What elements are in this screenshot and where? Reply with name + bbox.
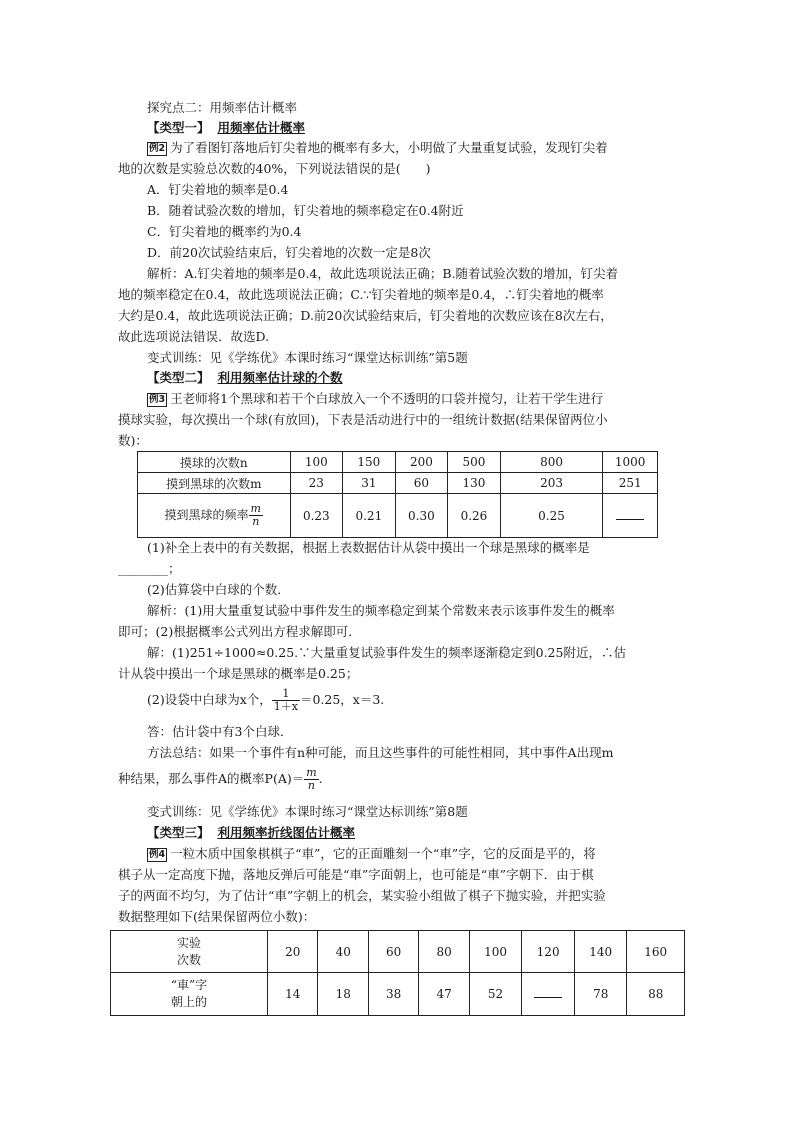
table-cell: 78 xyxy=(574,973,627,1016)
table-row-label xyxy=(111,931,268,973)
row2-label-a: “車”字 xyxy=(170,978,208,992)
ex3-solution-line1: 解：(1)251÷1000≈0.25.∵大量重复试验事件发生的频率逐渐稳定到0.25附近，∴估 xyxy=(147,645,626,660)
ex2-analysis-line2: 地的频率稳定在0.4，故此选项说法正确；C.∵钉尖着地的频率是0.4，∴钉尖着地的概率 xyxy=(118,287,604,302)
table-row-label xyxy=(111,973,268,1016)
row2-label-b: 朝上的 xyxy=(171,995,208,1009)
ex2-badge: 例2 xyxy=(149,143,166,154)
table-cell: 20 xyxy=(268,931,318,973)
ex3-solution-line2: 计从袋中摸出一个球是黑球的概率是0.25； xyxy=(118,666,359,681)
type2-tag: 【类型二】 xyxy=(147,370,210,385)
method-fraction xyxy=(304,767,318,792)
table-row-label xyxy=(138,494,291,538)
ex2-question-line1 xyxy=(147,138,608,158)
table-cell: 251 xyxy=(603,473,658,494)
method-frac-num: m xyxy=(306,766,317,779)
sol2-suffix: ＝0.25，x＝3. xyxy=(299,692,385,707)
ex4-data-table xyxy=(110,930,685,1016)
freq-frac-num: m xyxy=(250,502,261,515)
row1-label-b: 次数 xyxy=(177,952,202,967)
fill-blank xyxy=(616,509,644,520)
fill-blank xyxy=(534,987,562,998)
ex3-method-line2 xyxy=(118,765,323,793)
freq-frac-den: n xyxy=(252,515,260,528)
table-cell: 88 xyxy=(627,973,685,1016)
table-cell: 100 xyxy=(290,452,343,473)
type2-heading xyxy=(147,368,342,388)
ex2-option-c: C．钉尖着地的概率约为0.4 xyxy=(147,224,302,239)
ex4-badge: 例4 xyxy=(149,849,166,860)
ex3-q1-line2: ________； xyxy=(118,561,181,576)
ex4-question-line4: 数据整理如下(结果保留两位小数)： xyxy=(118,909,316,924)
ex4-question-line1 xyxy=(147,844,596,864)
table-row xyxy=(111,931,685,973)
table-cell-blank xyxy=(522,973,575,1016)
table-cell: 120 xyxy=(522,931,575,973)
table-cell: 203 xyxy=(500,473,603,494)
table-row-label: 摸到黑球的次数m xyxy=(138,473,291,494)
type1-heading xyxy=(147,118,305,138)
table-cell: 18 xyxy=(318,973,368,1016)
ex2-analysis-line3: 大约是0.4，故此选项说法正确；D.前20次试验结束后，钉尖着地的次数应该在8次左右， xyxy=(118,308,613,323)
ex2-training: 变式训练：见《学练优》本课时练习“课堂达标训练”第5题 xyxy=(147,350,468,365)
table-cell: 38 xyxy=(368,973,418,1016)
table-cell: 47 xyxy=(419,973,469,1016)
table-cell: 500 xyxy=(448,452,501,473)
sol2-frac-den: 1＋x xyxy=(273,700,298,713)
ex3-q1-line1: (1)补全上表中的有关数据，根据上表数据估计从袋中摸出一个球是黑球的概率是 xyxy=(147,540,590,555)
table-cell: 23 xyxy=(290,473,343,494)
table-cell: 14 xyxy=(268,973,318,1016)
ex2-analysis-line1: 解析：A.钉尖着地的频率是0.4，故此选项说法正确；B.随着试验次数的增加，钉尖着 xyxy=(147,266,619,281)
ex4-question-line3: 子的两面不均匀，为了估计“車”字朝上的机会，某实验小组做了棋子下抛实验，并把实验 xyxy=(118,888,606,903)
ex3-badge: 例3 xyxy=(149,394,166,405)
table-cell: 80 xyxy=(419,931,469,973)
table-cell: 800 xyxy=(500,452,603,473)
ex3-q2: (2)估算袋中白球的个数． xyxy=(147,582,290,597)
table-row xyxy=(138,452,658,473)
table-cell: 60 xyxy=(368,931,418,973)
ex2-option-d: D．前20次试验结束后，钉尖着地的次数一定是8次 xyxy=(147,245,431,260)
ex2-analysis-line4: 故此选项说法错误．故选D. xyxy=(118,329,270,344)
ex3-data-table xyxy=(137,451,658,538)
table-cell: 200 xyxy=(395,452,448,473)
ex2-question-text1: 为了看图钉落地后钉尖着地的概率有多大，小明做了大量重复试验，发现钉尖着 xyxy=(170,140,608,155)
ex3-training: 变式训练：见《学练优》本课时练习“课堂达标训练”第8题 xyxy=(147,804,468,819)
table-cell: 0.30 xyxy=(395,494,448,538)
table-row-label: 摸球的次数n xyxy=(138,452,291,473)
sol2-fraction xyxy=(272,688,300,713)
freq-fraction xyxy=(249,503,263,528)
table-cell: 0.26 xyxy=(448,494,501,538)
row1-label-a: 实验 xyxy=(177,935,202,950)
ex4-question-line2: 棋子从一定高度下抛，落地反弹后可能是“車”字面朝上，也可能是“車”字朝下．由于棋 xyxy=(118,867,594,882)
ex3-analysis-line2: 即可；(2)根据概率公式列出方程求解即可． xyxy=(118,624,361,639)
table-cell-blank xyxy=(603,494,658,538)
ex3-solution-part2 xyxy=(147,686,384,714)
ex3-method-line1: 方法总结：如果一个事件有n种可能，而且这些事件的可能性相同，其中事件A出现m xyxy=(147,745,614,760)
table-cell: 0.21 xyxy=(343,494,396,538)
table-cell: 1000 xyxy=(603,452,658,473)
table-cell: 130 xyxy=(448,473,501,494)
table-cell: 31 xyxy=(343,473,396,494)
ex3-question-line2: 摸球实验，每次摸出一个球(有放回)，下表是活动进行中的一组统计数据(结果保留两位小 xyxy=(118,412,608,427)
sol2-frac-num: 1 xyxy=(272,688,300,701)
type1-title: 用频率估计概率 xyxy=(217,120,305,135)
table-cell: 0.23 xyxy=(290,494,343,538)
table-cell: 40 xyxy=(318,931,368,973)
table-cell: 100 xyxy=(469,931,522,973)
method-suffix: . xyxy=(318,771,323,786)
ex3-question-line1 xyxy=(147,389,603,409)
ex2-option-a: A．钉尖着地的频率是0.4 xyxy=(147,182,289,197)
sol2-prefix: (2)设袋中白球为x个， xyxy=(147,692,272,707)
ex3-question-line3: 数)： xyxy=(118,433,148,448)
table-cell: 0.25 xyxy=(500,494,603,538)
ex3-analysis-line1: 解析：(1)用大量重复试验中事件发生的频率稳定到某个常数来表示该事件发生的概率 xyxy=(147,603,615,618)
table-row xyxy=(138,494,658,538)
ex3-question-text1: 王老师将1个黑球和若干个白球放入一个不透明的口袋并搅匀，让若干学生进行 xyxy=(170,391,604,406)
ex2-question-line2: 地的次数是实验总次数的40%，下列说法错误的是( ) xyxy=(118,161,431,176)
freq-label-text: 摸到黑球的频率 xyxy=(164,508,249,522)
ex4-question-text1: 一粒木质中国象棋棋子“車”，它的正面雕刻一个“車”字，它的反面是平的，将 xyxy=(170,846,596,861)
table-row xyxy=(111,973,685,1016)
table-cell: 140 xyxy=(574,931,627,973)
table-cell: 150 xyxy=(343,452,396,473)
ex2-option-b: B．随着试验次数的增加，钉尖着地的频率稳定在0.4附近 xyxy=(147,203,464,218)
ex3-answer: 答：估计袋中有3个白球． xyxy=(147,724,293,739)
table-cell: 60 xyxy=(395,473,448,494)
type3-heading xyxy=(147,823,355,843)
table-cell: 160 xyxy=(627,931,685,973)
type1-tag: 【类型一】 xyxy=(147,120,210,135)
table-row xyxy=(138,473,658,494)
type3-title: 利用频率折线图估计概率 xyxy=(217,825,355,840)
method-frac-den: n xyxy=(307,779,315,792)
method-prefix: 种结果，那么事件A的概率P(A)＝ xyxy=(118,771,305,786)
type2-title: 利用频率估计球的个数 xyxy=(217,370,343,385)
table-cell: 52 xyxy=(469,973,522,1016)
section-title: 探究点二：用频率估计概率 xyxy=(147,100,298,115)
type3-tag: 【类型三】 xyxy=(147,825,210,840)
